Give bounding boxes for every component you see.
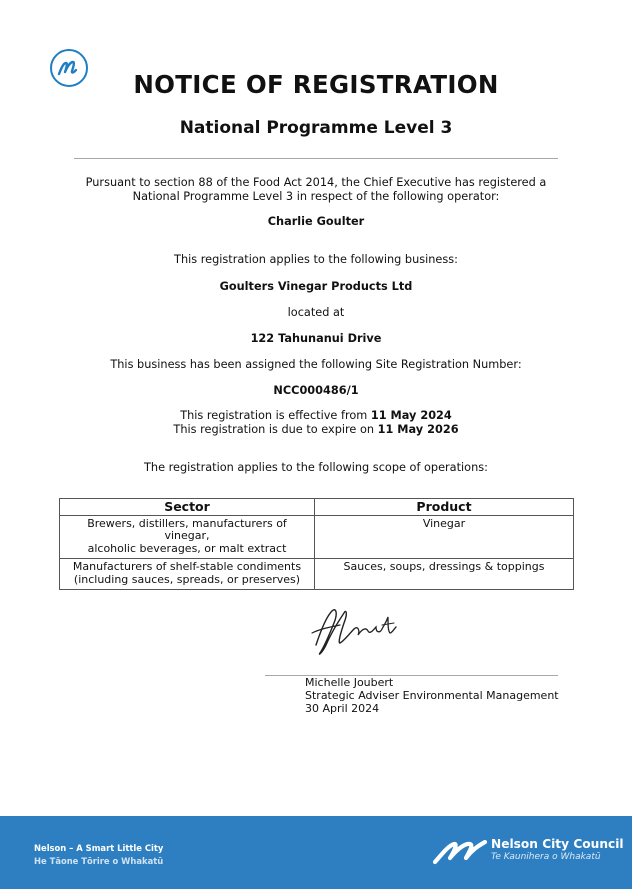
located-at-text: located at	[287, 306, 345, 319]
site-registration-number: NCC000486/1	[273, 384, 359, 397]
sector-line: alcoholic beverages, or malt extract	[87, 541, 287, 555]
page-title: NOTICE OF REGISTRATION	[133, 70, 499, 99]
footer-brand	[491, 837, 624, 862]
footer-tagline: Nelson – A Smart Little City	[34, 843, 164, 853]
footer-org-maori: Te Kaunihera o Whakatū	[491, 852, 601, 862]
footer-bar	[0, 816, 632, 889]
table-row	[60, 559, 574, 590]
signatory-date: 30 April 2024	[305, 701, 380, 715]
header-divider	[74, 158, 558, 159]
expire-date: 11 May 2026	[377, 422, 459, 436]
signature-image	[310, 603, 400, 663]
applies-business-text: This registration applies to the following business:	[174, 253, 458, 266]
sector-header: Sector	[60, 499, 315, 516]
product-header: Product	[315, 499, 574, 516]
page-subtitle: National Programme Level 3	[179, 118, 453, 138]
nelson-council-logo-icon	[432, 838, 488, 870]
sector-line: Manufacturers of shelf-stable condiments	[72, 560, 302, 573]
table-row	[60, 515, 574, 559]
footer-tagline-maori: He Tāone Tōrire o Whakatū	[34, 856, 164, 866]
operator-name: Charlie Goulter	[267, 215, 365, 228]
effective-date: 11 May 2024	[370, 409, 452, 422]
sector-cell	[60, 559, 315, 590]
sector-cell	[60, 515, 315, 559]
signatory-role: Strategic Adviser Environmental Management	[305, 688, 559, 702]
scope-intro-text: The registration applies to the following scope of operations:	[144, 461, 488, 474]
signatory-name: Michelle Joubert	[305, 676, 394, 689]
intro-line-2: National Programme Level 3 in respect of the following operator:	[132, 189, 500, 203]
intro-line-1: Pursuant to section 88 of the Food Act 2014, the Chief Executive has registered a	[85, 176, 547, 189]
product-cell: Vinegar	[315, 515, 574, 559]
scope-table	[59, 498, 574, 590]
effective-prefix: This registration is effective from	[180, 409, 371, 422]
product-cell: Sauces, soups, dressings & toppings	[315, 559, 574, 590]
effective-line	[0, 409, 632, 423]
table-header-row	[60, 499, 574, 516]
sector-line: (including sauces, spreads, or preserves)	[73, 572, 301, 586]
expire-prefix: This registration is due to expire on	[173, 422, 378, 436]
business-name: Goulters Vinegar Products Ltd	[219, 280, 413, 293]
footer-tagline-block	[34, 842, 163, 868]
footer-org-name: Nelson City Council	[491, 837, 624, 851]
sector-line: Brewers, distillers, manufacturers of vinegar,	[87, 516, 287, 542]
signatory-block	[305, 677, 559, 715]
business-address: 122 Tahunanui Drive	[250, 332, 382, 345]
site-assigned-text: This business has been assigned the following Site Registration Number:	[110, 358, 522, 371]
intro-text	[0, 176, 632, 203]
validity-text	[0, 409, 632, 436]
expire-line	[0, 423, 632, 437]
